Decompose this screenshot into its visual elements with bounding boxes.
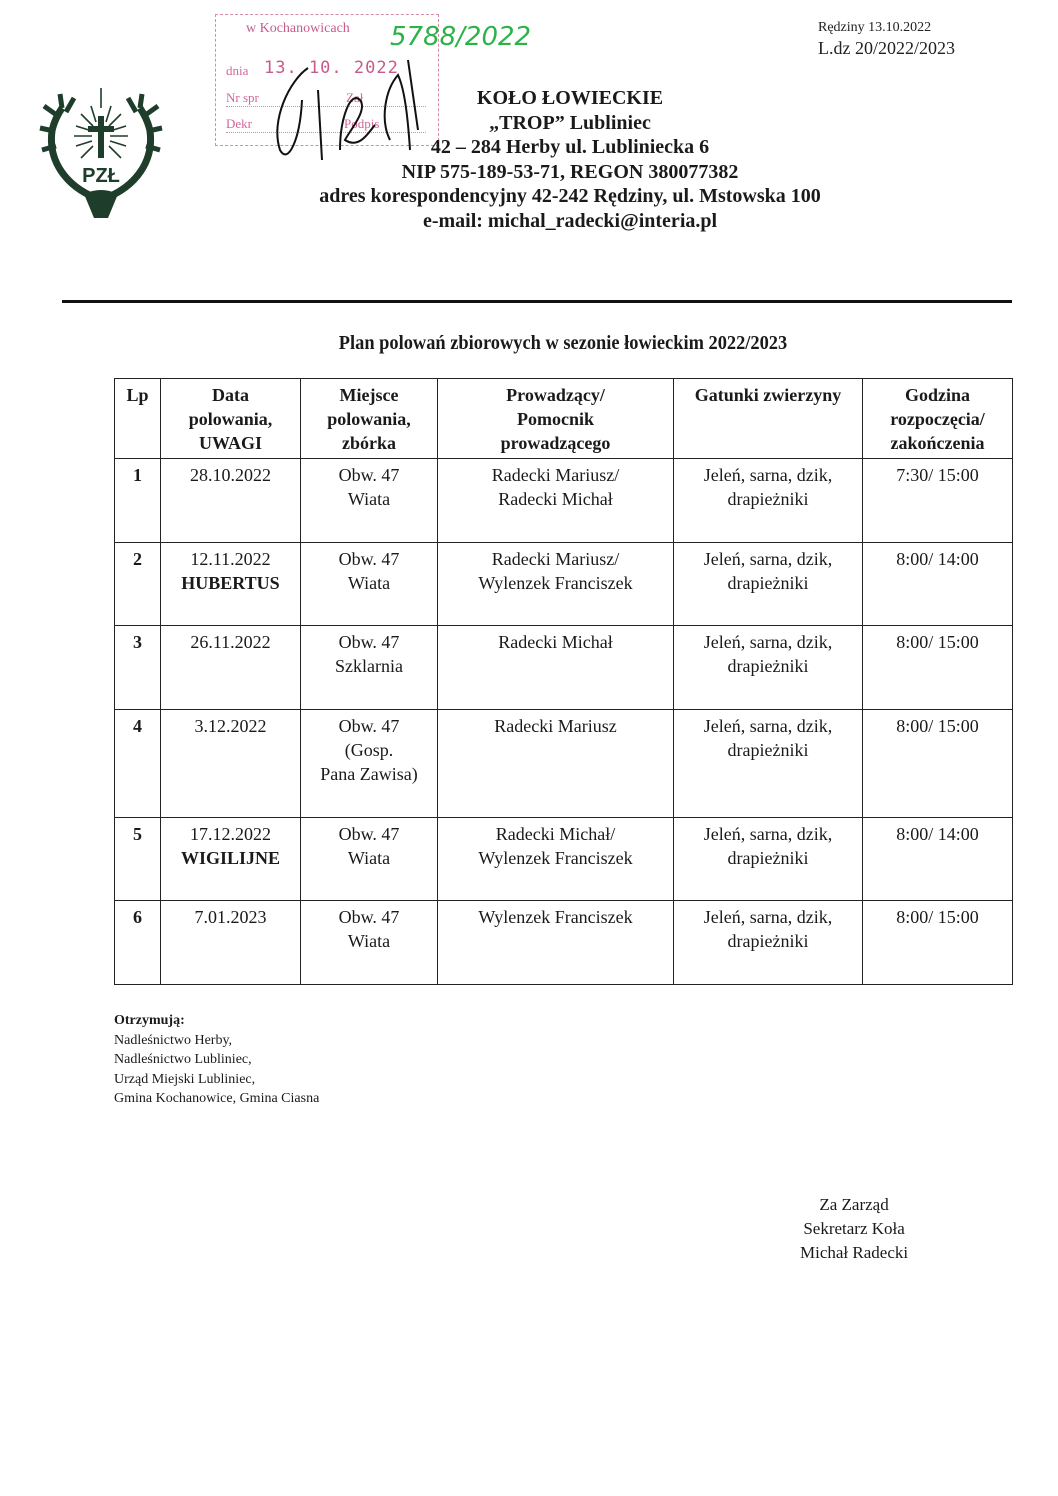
cell-date: 17.12.2022 WIGILIJNE xyxy=(161,818,301,901)
cell-lp: 4 xyxy=(115,710,161,818)
cell-leader: Radecki Mariusz xyxy=(438,710,674,818)
cell-lp: 6 xyxy=(115,901,161,985)
col-header-time: Godzina rozpoczęcia/ zakończenia xyxy=(863,379,1013,459)
document-title: Plan polowań zbiorowych w sezonie łowieckim 2022/2023 xyxy=(338,332,788,354)
cell-date: 3.12.2022 xyxy=(161,710,301,818)
cell-date: 28.10.2022 xyxy=(161,459,301,543)
stamp-office: w Kochanowicach xyxy=(246,21,350,36)
signature-block xyxy=(800,1193,908,1265)
cell-place: Obw. 47 (Gosp. Pana Zawisa) xyxy=(301,710,438,818)
table-row xyxy=(115,543,1013,626)
table-header-row xyxy=(115,379,1013,459)
table-row xyxy=(115,710,1013,818)
hunt-note-wigilijne: WIGILIJNE xyxy=(180,848,281,868)
col-header-species: Gatunki zwierzyny xyxy=(674,379,863,459)
stamp-zal-label: Zał xyxy=(346,90,364,105)
stamp-dek-label: Dekr xyxy=(226,116,426,133)
stamp-date-value: 13. 10. 2022 xyxy=(264,58,399,78)
cell-date: 7.01.2023 xyxy=(161,901,301,985)
signature-line: Michał Radecki xyxy=(800,1243,909,1262)
cell-lp: 5 xyxy=(115,818,161,901)
recipient-item: Gmina Kochanowice, Gmina Ciasna xyxy=(114,1091,320,1106)
recipient-item: Nadleśnictwo Lubliniec, xyxy=(114,1052,252,1067)
stamp-date-label: dnia xyxy=(226,63,249,78)
recipients-list xyxy=(114,1011,319,1109)
cell-date: 26.11.2022 xyxy=(161,626,301,710)
cell-species: Jeleń, sarna, dzik, drapieżniki xyxy=(674,710,863,818)
signature-line: Za Zarząd xyxy=(819,1195,889,1214)
org-address: 42 – 284 Herby ul. Lubliniecka 6 xyxy=(430,136,710,158)
signature-line: Sekretarz Koła xyxy=(803,1219,905,1238)
cell-time: 8:00/ 14:00 xyxy=(863,543,1013,626)
cell-time: 8:00/ 15:00 xyxy=(863,710,1013,818)
col-header-date: Data polowania, UWAGI xyxy=(161,379,301,459)
cell-leader: Radecki Michał/ Wylenzek Franciszek xyxy=(438,818,674,901)
col-header-lp: Lp xyxy=(115,379,161,459)
table-row xyxy=(115,818,1013,901)
cell-leader: Wylenzek Franciszek xyxy=(438,901,674,985)
cell-place: Obw. 47 Wiata xyxy=(301,459,438,543)
cell-date: 12.11.2022 HUBERTUS xyxy=(161,543,301,626)
cell-leader: Radecki Mariusz/ Radecki Michał xyxy=(438,459,674,543)
hunt-note-hubertus: HUBERTUS xyxy=(181,573,280,593)
organization-header xyxy=(250,86,890,233)
cell-species: Jeleń, sarna, dzik, drapieżniki xyxy=(674,626,863,710)
cell-leader: Radecki Michał xyxy=(438,626,674,710)
table-row xyxy=(115,626,1013,710)
org-correspondence: adres korespondencyjny 42-242 Rędziny, ul. Mstowska 100 xyxy=(319,185,821,207)
place-date: Rędziny 13.10.2022 xyxy=(818,20,932,35)
cell-time: 8:00/ 15:00 xyxy=(863,626,1013,710)
cell-place: Obw. 47 Szklarnia xyxy=(301,626,438,710)
cell-species: Jeleń, sarna, dzik, drapieżniki xyxy=(674,459,863,543)
org-email: e-mail: michal_radecki@interia.pl xyxy=(422,209,718,232)
header-divider xyxy=(62,300,1012,303)
stamp-nr-label: Nr spr xyxy=(226,90,426,107)
cell-leader: Radecki Mariusz/ Wylenzek Franciszek xyxy=(438,543,674,626)
cell-species: Jeleń, sarna, dzik, drapieżniki xyxy=(674,901,863,985)
cell-lp: 3 xyxy=(115,626,161,710)
reference-number: L.dz 20/2022/2023 xyxy=(818,38,955,58)
handwritten-registry-number: 5788/2022 xyxy=(390,22,532,52)
cell-place: Obw. 47 Wiata xyxy=(301,818,438,901)
recipients-title: Otrzymują: xyxy=(114,1013,185,1028)
col-header-leader: Prowadzący/ Pomocnik prowadzącego xyxy=(438,379,674,459)
table-row xyxy=(115,901,1013,985)
col-header-place: Miejsce polowania, zbórka xyxy=(301,379,438,459)
pzl-deer-antlers-cross-icon xyxy=(36,86,166,220)
cell-place: Obw. 47 Wiata xyxy=(301,901,438,985)
recipient-item: Nadleśnictwo Herby, xyxy=(114,1032,233,1048)
org-subname: „TROP” Lubliniec xyxy=(489,111,651,134)
hunt-plan-table xyxy=(114,378,1013,985)
cell-time: 7:30/ 15:00 xyxy=(863,459,1013,543)
cell-lp: 1 xyxy=(115,459,161,543)
cell-place: Obw. 47 Wiata xyxy=(301,543,438,626)
table-row xyxy=(115,459,1013,543)
cell-time: 8:00/ 14:00 xyxy=(863,818,1013,901)
cell-lp: 2 xyxy=(115,543,161,626)
cell-time: 8:00/ 15:00 xyxy=(863,901,1013,985)
org-ids: NIP 575-189-53-71, REGON 380077382 xyxy=(401,160,739,183)
recipient-item: Urząd Miejski Lubliniec, xyxy=(114,1071,256,1087)
cell-species: Jeleń, sarna, dzik, drapieżniki xyxy=(674,818,863,901)
cell-species: Jeleń, sarna, dzik, drapieżniki xyxy=(674,543,863,626)
pzl-logo xyxy=(36,86,166,220)
stamp-podpis-label: Podpis xyxy=(344,116,380,131)
org-name: KOŁO ŁOWIECKIE xyxy=(476,87,664,109)
svg-text:PZŁ: PZŁ xyxy=(82,165,120,187)
